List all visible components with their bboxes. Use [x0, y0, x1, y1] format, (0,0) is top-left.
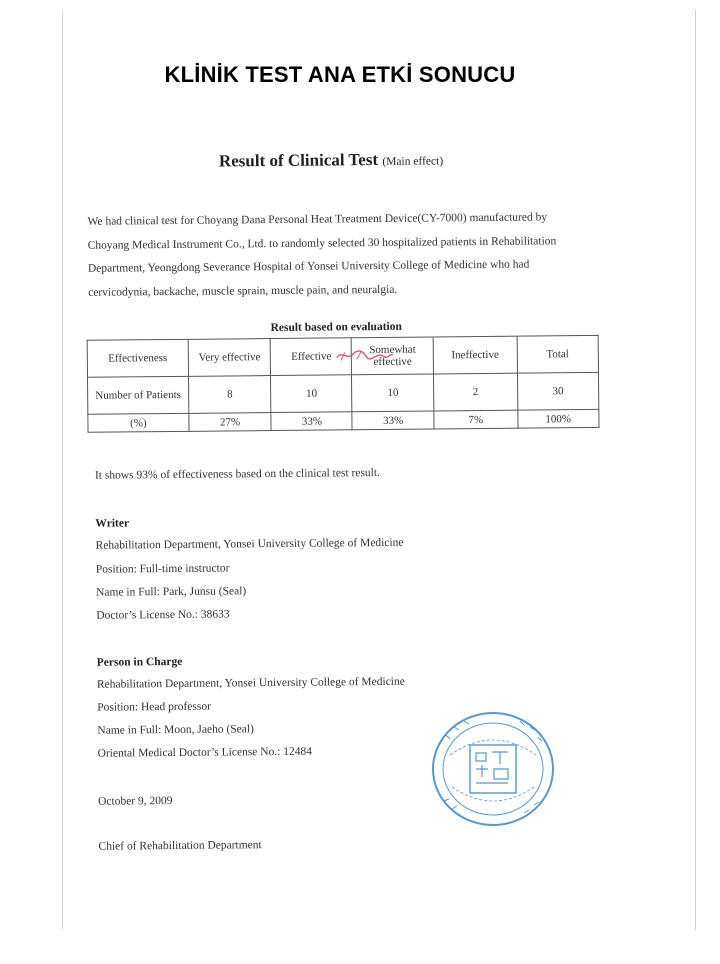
table-cell: 10	[352, 374, 434, 412]
header-cell: Somewhat effective	[352, 337, 434, 375]
writer-position: Position: Full-time instructor	[95, 562, 230, 576]
intro-line: Department, Yeongdong Severance Hospital of Yonsei University College of Medicine who had	[87, 258, 530, 275]
official-seal-stamp	[428, 705, 558, 835]
intro-line: cervicodynia, backache, muscle sprain, muscle pain, and neuralgia.	[88, 283, 398, 299]
writer-dept: Rehabilitation Department, Yonsei University College of Medicine	[95, 536, 404, 552]
person-in-charge-license: Oriental Medical Doctor’s License No.: 12484	[97, 745, 313, 760]
signoff-text: Chief of Rehabilitation Department	[98, 839, 262, 853]
intro-paragraph	[87, 206, 608, 305]
row-label: Number of Patients	[88, 376, 189, 414]
row-label: (%)	[88, 413, 189, 432]
header-cell: Ineffective	[433, 336, 517, 374]
header-cell: Effectiveness	[87, 339, 188, 377]
table-row	[88, 409, 599, 432]
writer-heading: Writer	[95, 517, 130, 530]
writer-license: Doctor’s License No.: 38633	[96, 608, 230, 622]
person-in-charge-dept: Rehabilitation Department, Yonsei University College of Medicine	[96, 675, 405, 691]
table-caption: Result based on evaluation	[270, 320, 402, 335]
table-cell: 7%	[434, 410, 518, 429]
red-handwritten-mark	[335, 348, 395, 363]
table-cell: 27%	[189, 413, 272, 432]
header-cell: Very effective	[188, 339, 271, 377]
person-in-charge-position: Position: Head professor	[97, 700, 211, 714]
person-in-charge-heading: Person in Charge	[96, 655, 183, 669]
table-cell: 33%	[352, 411, 434, 430]
intro-line: Choyang Medical Instrument Co., Ltd. to randomly selected 30 hospitalized patients in Rehabilitation	[87, 234, 557, 252]
header-cell: Total	[517, 335, 599, 373]
header-cell: Effective	[271, 338, 352, 376]
table-cell: 30	[517, 372, 599, 410]
writer-name: Name in Full: Park, Junsu (Seal)	[96, 585, 247, 599]
intro-line: We had clinical test for Choyang Dana Personal Heat Treatment Device(CY-7000) manufactured by	[87, 211, 548, 228]
document-date: October 9, 2009	[98, 795, 173, 808]
table-cell: 100%	[517, 409, 599, 428]
summary-text: It shows 93% of effectiveness based on the clinical test result.	[94, 467, 380, 482]
table-cell: 10	[271, 375, 352, 413]
overlay-title: KLİNİK TEST ANA ETKİ SONUCU	[164, 62, 516, 87]
table-cell: 33%	[271, 412, 352, 431]
doc-title	[219, 149, 443, 171]
doc-title-main: Result of Clinical Test	[218, 150, 379, 171]
table-row	[88, 372, 599, 414]
table-cell: 2	[434, 373, 518, 411]
doc-title-sub: (Main effect)	[382, 155, 444, 168]
table-cell: 8	[188, 376, 271, 414]
person-in-charge-name: Name in Full: Moon, Jaeho (Seal)	[97, 723, 254, 737]
